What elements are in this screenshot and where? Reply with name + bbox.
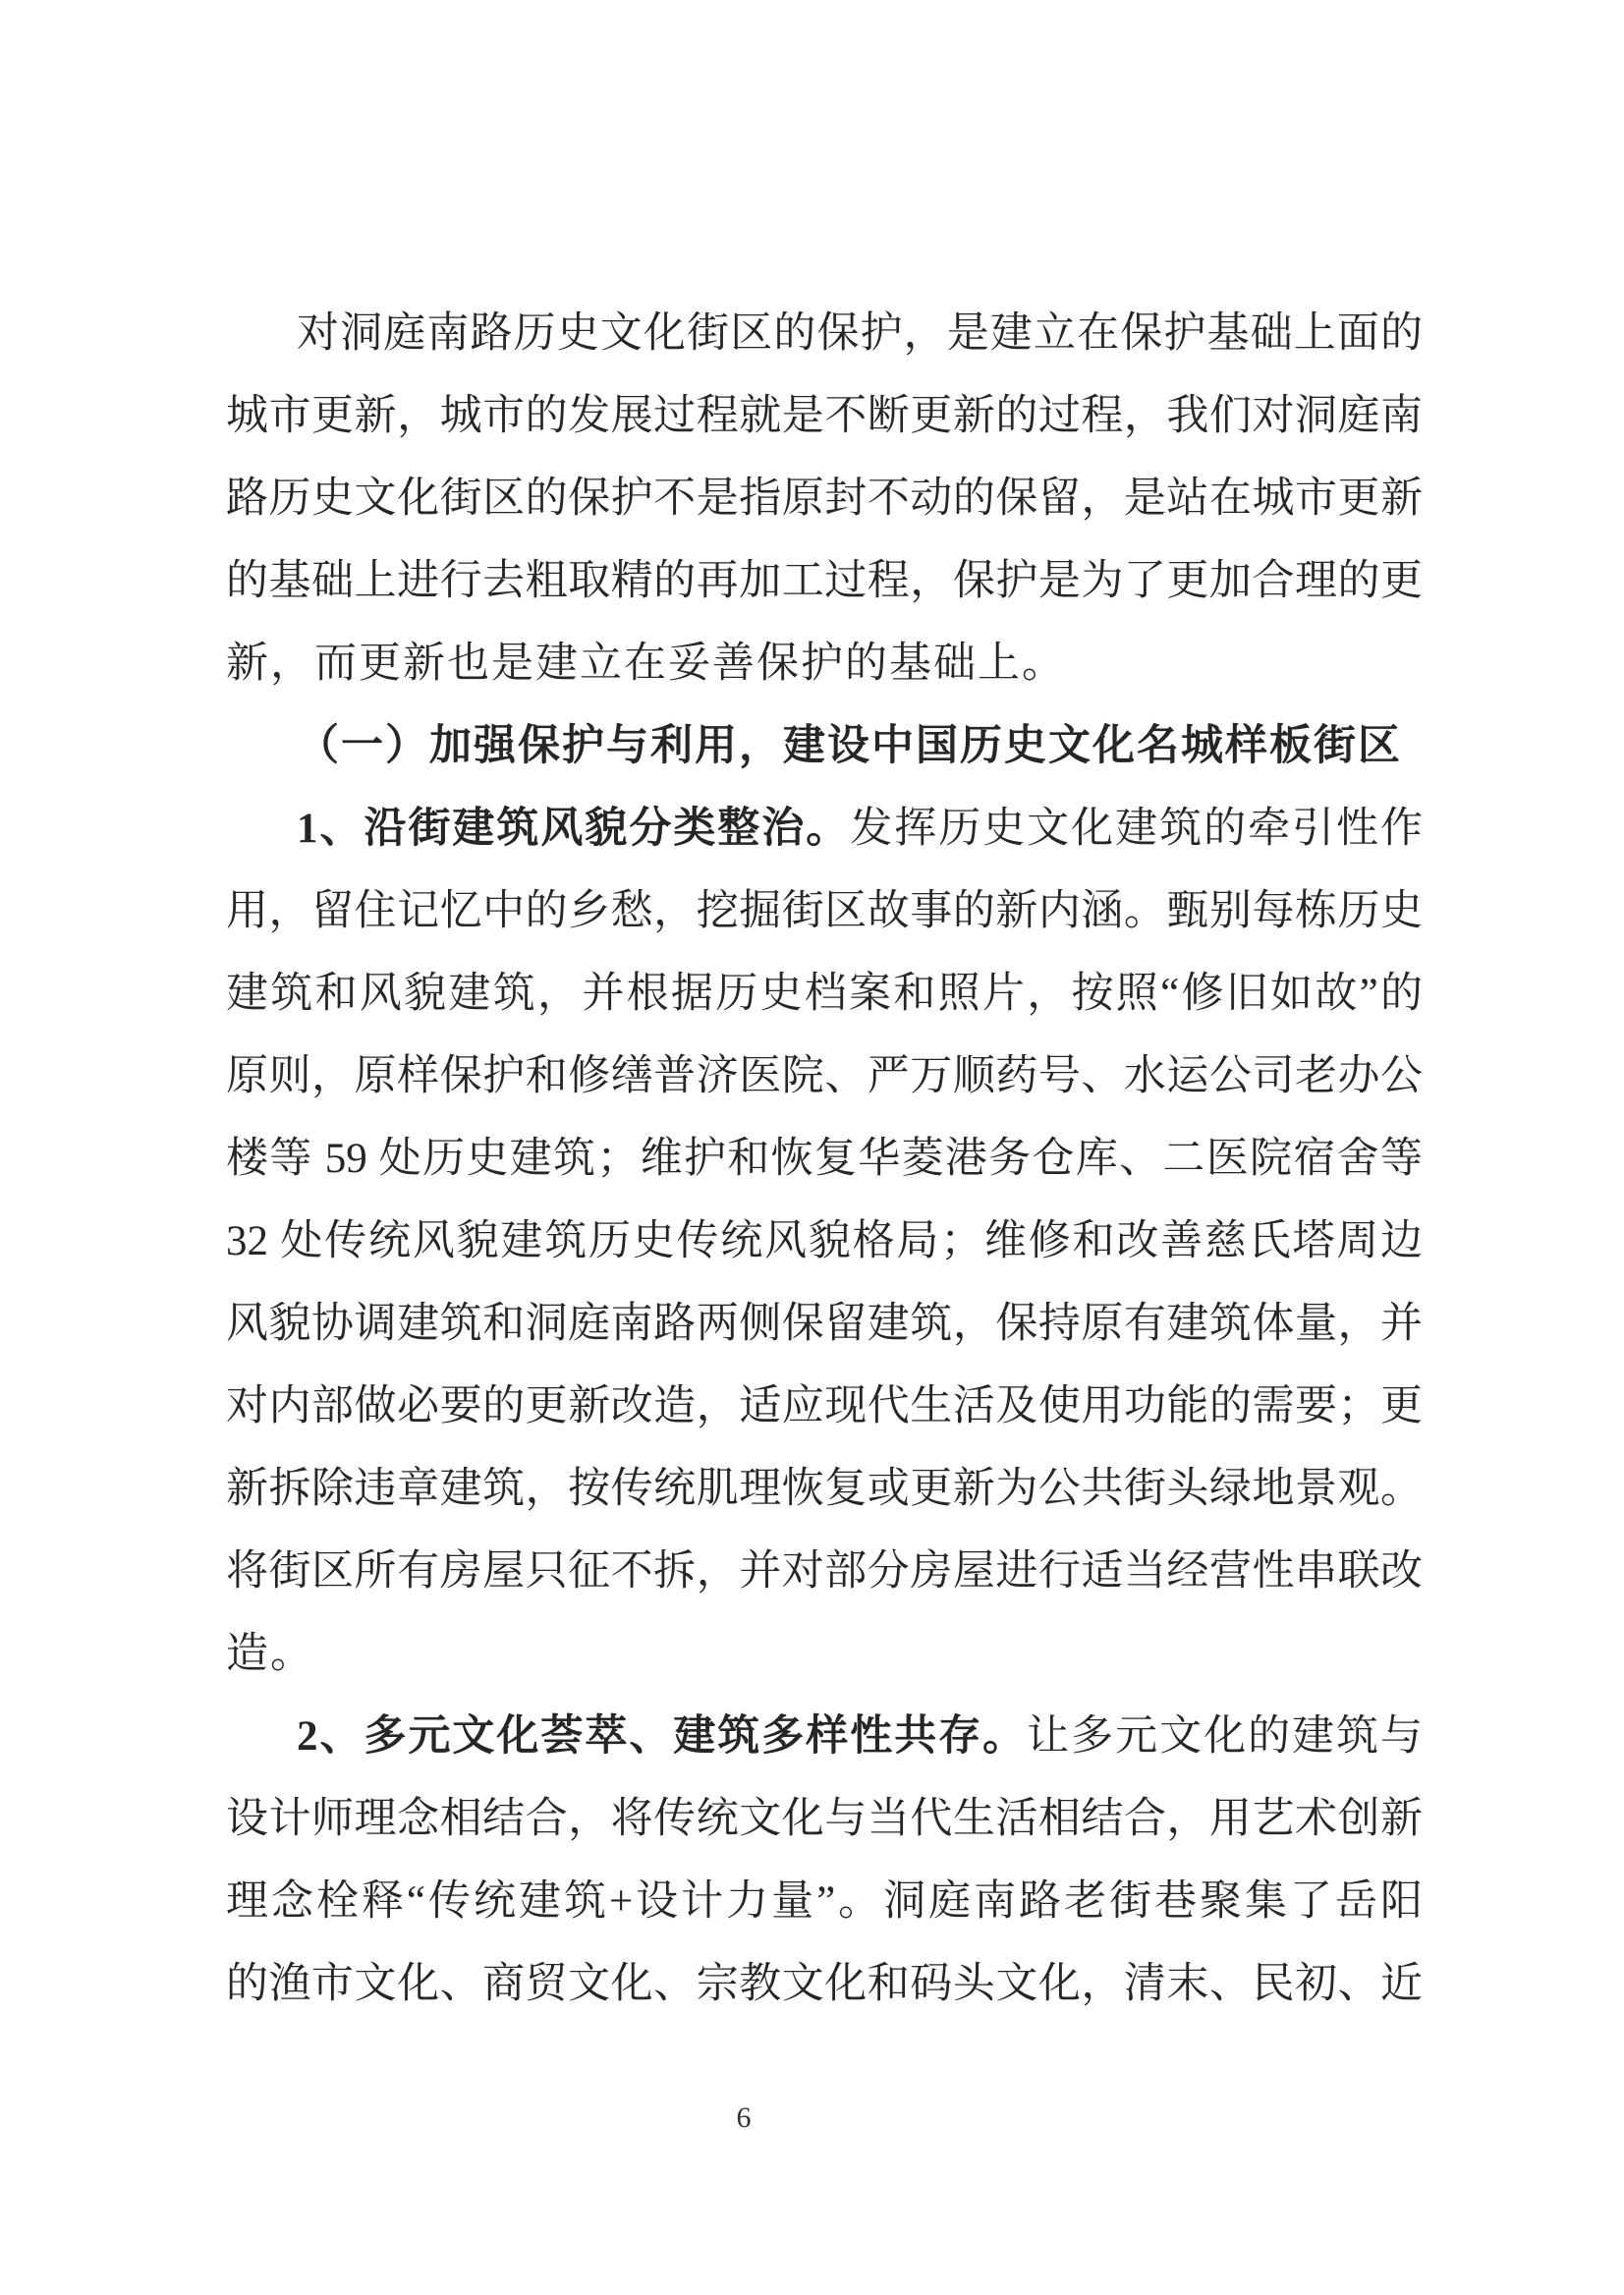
text-line [226,1036,1423,1118]
text-run: 楼等 59 处历史建筑；维护和恢复华菱港务仓库、二医院宿舍等 [226,1136,1423,1182]
text-run: 造。 [226,1631,314,1677]
text-run: 发挥历史文化建筑的牵引性作 [850,806,1423,852]
text-line [226,293,1423,375]
text-run: 风貌协调建筑和洞庭南路两侧保留建筑，保持原有建筑体量，并 [226,1301,1423,1347]
section-heading [226,705,1423,788]
text-run: 设计师理念相结合，将传统文化与当代生活相结合，用艺术创新 [226,1796,1423,1842]
bold-run: 2、多元文化荟萃、建筑多样性共存。 [297,1713,1028,1760]
text-line [226,1943,1423,2026]
text-line [226,1696,1423,1778]
text-run: 原则，原样保护和修缮普济医院、严万顺药号、水运公司老办公 [226,1053,1423,1099]
text-run: 新，而更新也是建立在妥善保护的基础上。 [226,641,1066,687]
text-run: 对内部做必要的更新改造，适应现代生活及使用功能的需要；更 [226,1383,1423,1429]
text-run: 对洞庭南路历史文化街区的保护，是建立在保护基础上面的 [297,310,1423,357]
text-run: 用，留住记忆中的乡愁，挖掘街区故事的新内涵。甄别每栋历史 [226,888,1423,934]
text-line [226,1531,1423,1613]
bold-run: （一）加强保护与利用，建设中国历史文化名城样板街区 [297,723,1402,769]
text-line [226,1778,1423,1861]
text-line [226,953,1423,1036]
text-run: 让多元文化的建筑与 [1027,1713,1423,1760]
text-line [226,1201,1423,1283]
text-line [226,1861,1423,1943]
text-line [226,375,1423,458]
text-line [226,1448,1423,1531]
text-line [226,1366,1423,1448]
text-line [226,623,1423,705]
text-run: 的渔市文化、商贸文化、宗教文化和码头文化，清末、民初、近 [226,1961,1423,2007]
text-line [226,458,1423,540]
text-line [226,870,1423,953]
body-text [226,293,1423,2026]
bold-run: 1、沿街建筑风貌分类整治。 [297,806,851,852]
text-line [226,540,1423,623]
text-run: 将街区所有房屋只征不拆，并对部分房屋进行适当经营性串联改 [226,1548,1423,1595]
text-run: 城市更新，城市的发展过程就是不断更新的过程，我们对洞庭南 [226,393,1423,439]
text-run: 建筑和风貌建筑，并根据历史档案和照片，按照“修旧如故”的 [226,971,1423,1017]
text-run: 路历史文化街区的保护不是指原封不动的保留，是站在城市更新 [226,476,1423,522]
text-run: 32 处传统风貌建筑历史传统风貌格局；维修和改善慈氏塔周边 [226,1218,1423,1264]
text-line [226,788,1423,870]
text-line [226,1613,1423,1696]
text-line [226,1118,1423,1201]
text-run: 新拆除违章建筑，按传统肌理恢复或更新为公共街头绿地景观。 [226,1466,1423,1512]
text-run: 理念栓释“传统建筑+设计力量”。洞庭南路老街巷聚集了岳阳 [226,1878,1423,1925]
page-number: 6 [736,2101,752,2134]
text-run: 的基础上进行去粗取精的再加工过程，保护是为了更加合理的更 [226,558,1423,604]
text-line [226,1283,1423,1366]
